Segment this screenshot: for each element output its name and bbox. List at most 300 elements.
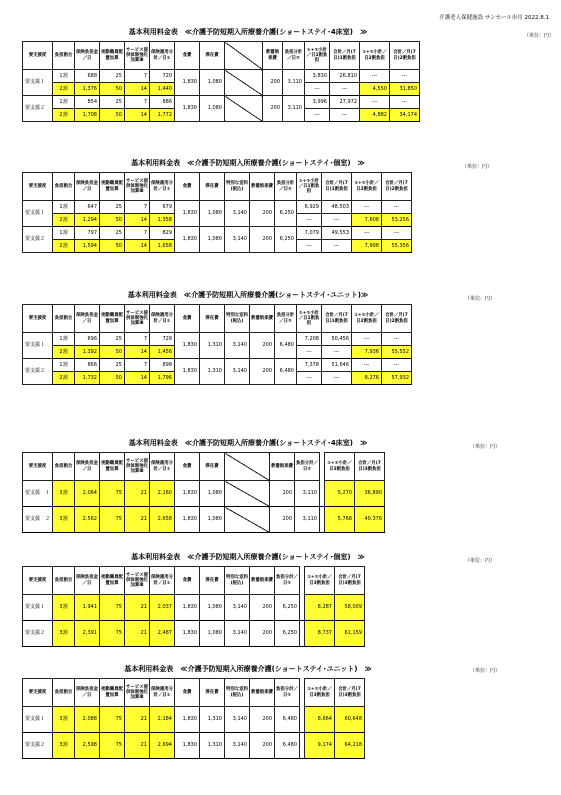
header-cell: 保険負担金／日 bbox=[75, 42, 100, 70]
value-cell: 21 bbox=[125, 621, 150, 647]
value-cell: 50 bbox=[100, 214, 125, 227]
value-cell: 3割 bbox=[53, 481, 75, 507]
header-cell: 食費 bbox=[175, 679, 200, 707]
value-cell: --- bbox=[305, 109, 330, 122]
value-cell: 1,080 bbox=[200, 621, 225, 647]
value-cell: 1,310 bbox=[200, 707, 225, 733]
value-cell: 7,079 bbox=[297, 227, 322, 240]
fee-table bbox=[22, 678, 365, 759]
value-cell: --- bbox=[352, 333, 382, 346]
value-cell: 1,830 bbox=[175, 707, 200, 733]
header-cell: 保険負担金／日 bbox=[75, 453, 100, 481]
header-cell: 特別な室料(税込) bbox=[225, 305, 250, 333]
header-cell: 教養娯楽費 bbox=[250, 567, 275, 595]
value-cell: --- bbox=[297, 214, 322, 227]
value-cell: 3,996 bbox=[305, 96, 330, 109]
value-cell: 200 bbox=[250, 621, 275, 647]
value-cell: 25 bbox=[100, 359, 125, 372]
value-cell: 50 bbox=[100, 346, 125, 359]
value-cell: 21 bbox=[125, 595, 150, 621]
value-cell: 886 bbox=[150, 96, 175, 109]
value-cell: 1,080 bbox=[200, 96, 225, 122]
value-cell: 1,830 bbox=[175, 201, 200, 227]
value-cell: 866 bbox=[75, 359, 100, 372]
value-cell: 3割 bbox=[53, 595, 75, 621]
value-cell: 200 bbox=[250, 333, 275, 359]
header-cell: 負担分計／日② bbox=[283, 42, 305, 70]
value-cell: 60,648 bbox=[335, 707, 365, 733]
value-cell: 1,080 bbox=[200, 227, 225, 253]
value-cell: 1,830 bbox=[175, 333, 200, 359]
value-cell: 829 bbox=[150, 227, 175, 240]
value-cell: 7 bbox=[125, 96, 150, 109]
value-cell: --- bbox=[297, 346, 322, 359]
header-cell: 負担割合 bbox=[53, 567, 75, 595]
section-title: 基本利用料金表 ≪介護予防短期入所療養介護(ショートステイ･ユニット) ≫ bbox=[124, 665, 372, 673]
value-cell: 9,174 bbox=[305, 733, 335, 759]
header-cell: 負担割合 bbox=[53, 173, 75, 201]
value-cell: 1割 bbox=[53, 96, 75, 109]
value-cell: 1割 bbox=[53, 70, 75, 83]
value-cell: 7 bbox=[125, 359, 150, 372]
value-cell: --- bbox=[330, 109, 360, 122]
value-cell: 1,456 bbox=[150, 346, 175, 359]
header-cell: ①+②小計／日3割負担 bbox=[325, 453, 355, 481]
value-cell: 1割 bbox=[53, 359, 75, 372]
value-cell: 2,487 bbox=[150, 621, 175, 647]
value-cell: 2,391 bbox=[75, 621, 100, 647]
header-cell: ①+②小計／日3割負担 bbox=[305, 679, 335, 707]
header-row bbox=[23, 679, 365, 707]
value-cell: 14 bbox=[125, 109, 150, 122]
value-cell: 50 bbox=[100, 372, 125, 385]
value-cell: 55,552 bbox=[382, 346, 412, 359]
header-cell: 負担分計／日② bbox=[275, 567, 300, 595]
header-cell: 保険適用分計／日① bbox=[150, 42, 175, 70]
value-cell: 2,037 bbox=[150, 595, 175, 621]
header-cell: 合計／月(7日)2割負担 bbox=[382, 305, 412, 333]
value-cell: 1,830 bbox=[175, 481, 200, 507]
section-title: 基本利用料金表 ≪介護予防短期入所療養介護(ショートステイ･ユニット)≫ bbox=[127, 291, 369, 299]
value-cell: 5,768 bbox=[325, 507, 355, 533]
header-cell: ①+②小計／日2割負担 bbox=[352, 173, 382, 201]
table-row bbox=[23, 707, 365, 733]
value-cell: 64,218 bbox=[335, 733, 365, 759]
value-cell: 6,480 bbox=[275, 707, 300, 733]
header-cell: ①+②小計／日3割負担 bbox=[305, 567, 335, 595]
value-cell: 647 bbox=[75, 201, 100, 214]
value-cell: 21 bbox=[125, 507, 150, 533]
value-cell: 50 bbox=[100, 83, 125, 96]
fee-table bbox=[22, 304, 412, 385]
value-cell: 200 bbox=[270, 507, 295, 533]
value-cell: 2割 bbox=[53, 346, 75, 359]
table-row bbox=[23, 481, 385, 507]
header-cell: 夜勤職員配置加算 bbox=[100, 173, 125, 201]
support-level-cell: 要支援２ bbox=[23, 227, 53, 253]
header-cell: 合計／月(7日)3割負担 bbox=[335, 567, 365, 595]
value-cell: 14 bbox=[125, 214, 150, 227]
value-cell: 2割 bbox=[53, 83, 75, 96]
slash-cell bbox=[225, 96, 263, 122]
header-cell: 保険適用分計／日① bbox=[150, 173, 175, 201]
table-row bbox=[23, 96, 420, 109]
value-cell: 6,250 bbox=[275, 201, 297, 227]
value-cell: --- bbox=[382, 359, 412, 372]
value-cell: 3,140 bbox=[225, 201, 250, 227]
value-cell: 1,080 bbox=[200, 481, 225, 507]
value-cell: 3,140 bbox=[225, 621, 250, 647]
value-cell: 14 bbox=[125, 240, 150, 253]
value-cell: 200 bbox=[263, 70, 283, 96]
value-cell: 3,140 bbox=[225, 227, 250, 253]
header-row bbox=[23, 567, 365, 595]
value-cell: 8,664 bbox=[305, 707, 335, 733]
value-cell: 3,140 bbox=[225, 733, 250, 759]
section-title: 基本利用料金表 ≪介護予防短期入所療養介護(ショートステイ･4床室) ≫ bbox=[128, 28, 368, 36]
value-cell: 7,936 bbox=[352, 346, 382, 359]
header-cell: 教養娯楽費 bbox=[250, 679, 275, 707]
value-cell: 1,310 bbox=[200, 359, 225, 385]
value-cell: 1,830 bbox=[175, 96, 200, 122]
header-cell: 夜勤職員配置加算 bbox=[100, 42, 125, 70]
value-cell: 6,250 bbox=[275, 227, 297, 253]
value-cell: 2割 bbox=[53, 214, 75, 227]
value-cell: 25 bbox=[100, 227, 125, 240]
header-cell: 保険負担金／日 bbox=[75, 567, 100, 595]
value-cell: 797 bbox=[75, 227, 100, 240]
value-cell: 1,392 bbox=[75, 346, 100, 359]
value-cell: 728 bbox=[150, 333, 175, 346]
value-cell: 50 bbox=[100, 240, 125, 253]
value-cell: --- bbox=[382, 227, 412, 240]
header-cell: 保険適用分計／日① bbox=[150, 567, 175, 595]
value-cell: 51,646 bbox=[322, 359, 352, 372]
fee-table bbox=[22, 566, 365, 647]
value-cell: 50 bbox=[100, 109, 125, 122]
header-cell: サービス提供体制強化加算Ⅲ bbox=[125, 173, 150, 201]
value-cell: --- bbox=[390, 70, 420, 83]
header-cell: 滞在費 bbox=[200, 173, 225, 201]
value-cell: 61,159 bbox=[335, 621, 365, 647]
fee-table bbox=[22, 172, 412, 253]
value-cell: 1割 bbox=[53, 333, 75, 346]
header-cell: 負担分計／日② bbox=[275, 679, 300, 707]
header-row bbox=[23, 42, 420, 70]
value-cell: 200 bbox=[270, 481, 295, 507]
value-cell: 55,356 bbox=[382, 240, 412, 253]
value-cell: 2,184 bbox=[150, 707, 175, 733]
header-row bbox=[23, 173, 412, 201]
table-row bbox=[23, 359, 412, 372]
support-level-cell: 要支援１ bbox=[23, 333, 53, 359]
header-cell: 滞在費 bbox=[200, 42, 225, 70]
value-cell: 854 bbox=[75, 96, 100, 109]
value-cell: 3,110 bbox=[283, 70, 305, 96]
header-cell: 食費 bbox=[175, 567, 200, 595]
value-cell: 6,480 bbox=[275, 333, 297, 359]
value-cell: 75 bbox=[100, 707, 125, 733]
table-row bbox=[23, 70, 420, 83]
value-cell: 31,850 bbox=[390, 83, 420, 96]
value-cell: 1,376 bbox=[75, 83, 100, 96]
value-cell: 3,140 bbox=[225, 359, 250, 385]
value-cell: 6,480 bbox=[275, 733, 300, 759]
value-cell: 2,598 bbox=[75, 733, 100, 759]
value-cell: 75 bbox=[100, 733, 125, 759]
value-cell: 8,276 bbox=[352, 372, 382, 385]
fee-table bbox=[22, 452, 385, 533]
value-cell: 3割 bbox=[53, 621, 75, 647]
value-cell: 200 bbox=[250, 201, 275, 227]
value-cell: 1,440 bbox=[150, 83, 175, 96]
unit-label: （単位：円） bbox=[462, 164, 493, 170]
value-cell: 5,270 bbox=[325, 481, 355, 507]
value-cell: 7 bbox=[125, 201, 150, 214]
value-cell: 21 bbox=[125, 481, 150, 507]
value-cell: 8,287 bbox=[305, 595, 335, 621]
value-cell: 3,140 bbox=[225, 707, 250, 733]
header-cell: 保険適用分計／日① bbox=[150, 453, 175, 481]
value-cell: 3,830 bbox=[305, 70, 330, 83]
unit-label: （単位：円） bbox=[524, 33, 555, 39]
value-cell: 1,080 bbox=[200, 201, 225, 227]
header-cell: 食費 bbox=[175, 173, 200, 201]
value-cell: 200 bbox=[250, 227, 275, 253]
value-cell: 14 bbox=[125, 83, 150, 96]
value-cell: 7,208 bbox=[297, 333, 322, 346]
header-cell: 保険負担金／日 bbox=[75, 305, 100, 333]
value-cell: 1,830 bbox=[175, 507, 200, 533]
value-cell: 2割 bbox=[53, 240, 75, 253]
value-cell: --- bbox=[382, 333, 412, 346]
support-level-cell: 要支援２ bbox=[23, 621, 53, 647]
value-cell: 1,830 bbox=[175, 70, 200, 96]
value-cell: 200 bbox=[250, 707, 275, 733]
section-title: 基本利用料金表 ≪介護予防短期入所療養介護(ショートステイ･4床室) ≫ bbox=[128, 439, 368, 447]
value-cell: 58,009 bbox=[335, 595, 365, 621]
value-cell: 34,174 bbox=[390, 109, 420, 122]
header-cell: 合計／月(7日)1割負担 bbox=[330, 42, 360, 70]
value-cell: 200 bbox=[250, 595, 275, 621]
header-cell: 合計／月(7日)3割負担 bbox=[335, 679, 365, 707]
value-cell: --- bbox=[352, 201, 382, 214]
header-row bbox=[23, 453, 385, 481]
value-cell: 53,256 bbox=[382, 214, 412, 227]
header-cell: 合計／月(7日)1割負担 bbox=[322, 305, 352, 333]
value-cell: 1,708 bbox=[75, 109, 100, 122]
unit-label: （単位：円） bbox=[465, 558, 496, 564]
value-cell: 8,737 bbox=[305, 621, 335, 647]
value-cell: --- bbox=[390, 96, 420, 109]
header-cell: サービス提供体制強化加算Ⅲ bbox=[125, 679, 150, 707]
header-cell: ①+②小計／日2割負担 bbox=[352, 305, 382, 333]
value-cell: 1,830 bbox=[175, 227, 200, 253]
table-row bbox=[23, 733, 365, 759]
header-cell: 要支援度 bbox=[23, 567, 53, 595]
value-cell: 25 bbox=[100, 201, 125, 214]
value-cell: 3,140 bbox=[225, 595, 250, 621]
value-cell: 696 bbox=[75, 333, 100, 346]
header-cell: 夜勤職員配置加算 bbox=[100, 305, 125, 333]
value-cell: 14 bbox=[125, 346, 150, 359]
header-row bbox=[23, 305, 412, 333]
value-cell: 26,810 bbox=[330, 70, 360, 83]
value-cell: 3割 bbox=[53, 707, 75, 733]
value-cell: 7,908 bbox=[352, 240, 382, 253]
header-cell: 教養娯楽費 bbox=[270, 453, 295, 481]
value-cell: 7 bbox=[125, 70, 150, 83]
header-cell: 合計／月(7日)1割負担 bbox=[322, 173, 352, 201]
value-cell: 3,140 bbox=[225, 333, 250, 359]
slash-header-cell bbox=[225, 42, 263, 70]
value-cell: 1,294 bbox=[75, 214, 100, 227]
value-cell: 200 bbox=[250, 359, 275, 385]
value-cell: 6,250 bbox=[275, 621, 300, 647]
value-cell: 21 bbox=[125, 733, 150, 759]
value-cell: 3,110 bbox=[283, 96, 305, 122]
value-cell: 2割 bbox=[53, 372, 75, 385]
header-cell: 負担分計／日② bbox=[295, 453, 320, 481]
header-cell: 滞在費 bbox=[200, 305, 225, 333]
header-cell: 特別な室料(税込) bbox=[225, 173, 250, 201]
support-level-cell: 要支援 １ bbox=[23, 481, 53, 507]
value-cell: 14 bbox=[125, 372, 150, 385]
value-cell: 898 bbox=[150, 359, 175, 372]
header-cell: 負担割合 bbox=[53, 453, 75, 481]
value-cell: 1,310 bbox=[200, 733, 225, 759]
header-cell: 要支援度 bbox=[23, 679, 53, 707]
header-cell: 負担分計／日② bbox=[275, 305, 297, 333]
header-cell: 負担分計／日② bbox=[275, 173, 297, 201]
header-cell: 滞在費 bbox=[200, 679, 225, 707]
support-level-cell: 要支援２ bbox=[23, 359, 53, 385]
value-cell: 3割 bbox=[53, 507, 75, 533]
value-cell: 1,658 bbox=[150, 240, 175, 253]
value-cell: 2,064 bbox=[75, 481, 100, 507]
value-cell: 21 bbox=[125, 707, 150, 733]
header-cell: 要支援度 bbox=[23, 453, 53, 481]
value-cell: 75 bbox=[100, 621, 125, 647]
header-cell: 合計／月(7日)3割負担 bbox=[355, 453, 385, 481]
header-cell: サービス提供体制強化加算Ⅲ bbox=[125, 305, 150, 333]
header-cell: 特別な室料(税込) bbox=[225, 679, 250, 707]
value-cell: 25 bbox=[100, 96, 125, 109]
header-cell: ①+②小計／日1割負担 bbox=[297, 173, 322, 201]
header-cell: 教養娯楽費 bbox=[250, 305, 275, 333]
slash-cell bbox=[225, 507, 270, 533]
value-cell: 7 bbox=[125, 227, 150, 240]
value-cell: 4,550 bbox=[360, 83, 390, 96]
value-cell: 3,110 bbox=[295, 507, 320, 533]
value-cell: --- bbox=[322, 372, 352, 385]
value-cell: 50,456 bbox=[322, 333, 352, 346]
value-cell: --- bbox=[382, 201, 412, 214]
header-cell: 夜勤職員配置加算 bbox=[100, 567, 125, 595]
value-cell: 2,088 bbox=[75, 707, 100, 733]
value-cell: 1,830 bbox=[175, 359, 200, 385]
support-level-cell: 要支援１ bbox=[23, 70, 53, 96]
value-cell: --- bbox=[305, 83, 330, 96]
value-cell: 1,830 bbox=[175, 733, 200, 759]
value-cell: 1,830 bbox=[175, 621, 200, 647]
header-cell: 保険適用分計／日① bbox=[150, 679, 175, 707]
value-cell: 1割 bbox=[53, 227, 75, 240]
value-cell: 1,080 bbox=[200, 595, 225, 621]
header-cell: 食費 bbox=[175, 305, 200, 333]
value-cell: 1,772 bbox=[150, 109, 175, 122]
header-cell: 夜勤職員配置加算 bbox=[100, 453, 125, 481]
value-cell: 1,310 bbox=[200, 333, 225, 359]
value-cell: --- bbox=[322, 240, 352, 253]
support-level-cell: 要支援 ２ bbox=[23, 507, 53, 533]
table-row bbox=[23, 227, 412, 240]
header-cell: 負担割合 bbox=[53, 42, 75, 70]
value-cell: 25 bbox=[100, 333, 125, 346]
value-cell: 1,358 bbox=[150, 214, 175, 227]
table-row bbox=[23, 201, 412, 214]
value-cell: 75 bbox=[100, 507, 125, 533]
unit-label: （単位：円） bbox=[465, 296, 496, 302]
slash-cell bbox=[225, 481, 270, 507]
header-cell: サービス提供体制強化加算Ⅲ bbox=[125, 453, 150, 481]
value-cell: 75 bbox=[100, 595, 125, 621]
table-row bbox=[23, 621, 365, 647]
header-cell: 負担割合 bbox=[53, 305, 75, 333]
value-cell: 2割 bbox=[53, 109, 75, 122]
value-cell: 6,480 bbox=[275, 359, 297, 385]
value-cell: --- bbox=[360, 96, 390, 109]
table-row bbox=[23, 333, 412, 346]
value-cell: 3割 bbox=[53, 733, 75, 759]
unit-label: （単位：円） bbox=[470, 668, 501, 674]
value-cell: 2,694 bbox=[150, 733, 175, 759]
header-cell: 教養娯楽費 bbox=[263, 42, 283, 70]
header-cell: 保険負担金／日 bbox=[75, 173, 100, 201]
facility-header: 介護老人保健施設 サンセール市川 2022.8.1 bbox=[439, 15, 549, 21]
unit-label: （単位：円） bbox=[470, 444, 501, 450]
value-cell: 49,553 bbox=[322, 227, 352, 240]
value-cell: 4,882 bbox=[360, 109, 390, 122]
value-cell: 7,378 bbox=[297, 359, 322, 372]
header-cell: 保険適用分計／日① bbox=[150, 305, 175, 333]
fee-table bbox=[22, 41, 420, 122]
slash-cell bbox=[225, 70, 263, 96]
header-cell: 特別な室料(税込) bbox=[225, 567, 250, 595]
header-cell: 合計／月(7日)2割負担 bbox=[382, 173, 412, 201]
value-cell: 25 bbox=[100, 70, 125, 83]
value-cell: 36,890 bbox=[355, 481, 385, 507]
header-cell: ①+②小計／日2割負担 bbox=[360, 42, 390, 70]
value-cell: 6,929 bbox=[297, 201, 322, 214]
value-cell: 2,160 bbox=[150, 481, 175, 507]
support-level-cell: 要支援２ bbox=[23, 96, 53, 122]
value-cell: 57,932 bbox=[382, 372, 412, 385]
section-title: 基本利用料金表 ≪介護予防短期入所療養介護(ショートステイ･個室) ≫ bbox=[131, 553, 365, 561]
header-cell: 要支援度 bbox=[23, 305, 53, 333]
value-cell: 1,830 bbox=[175, 595, 200, 621]
value-cell: 200 bbox=[263, 96, 283, 122]
header-cell: サービス提供体制強化加算Ⅲ bbox=[125, 567, 150, 595]
header-cell: 要支援度 bbox=[23, 173, 53, 201]
value-cell: 40,376 bbox=[355, 507, 385, 533]
support-level-cell: 要支援１ bbox=[23, 595, 53, 621]
support-level-cell: 要支援１ bbox=[23, 707, 53, 733]
header-cell: 滞在費 bbox=[200, 567, 225, 595]
support-level-cell: 要支援２ bbox=[23, 733, 53, 759]
value-cell: 1,796 bbox=[150, 372, 175, 385]
value-cell: 3,110 bbox=[295, 481, 320, 507]
